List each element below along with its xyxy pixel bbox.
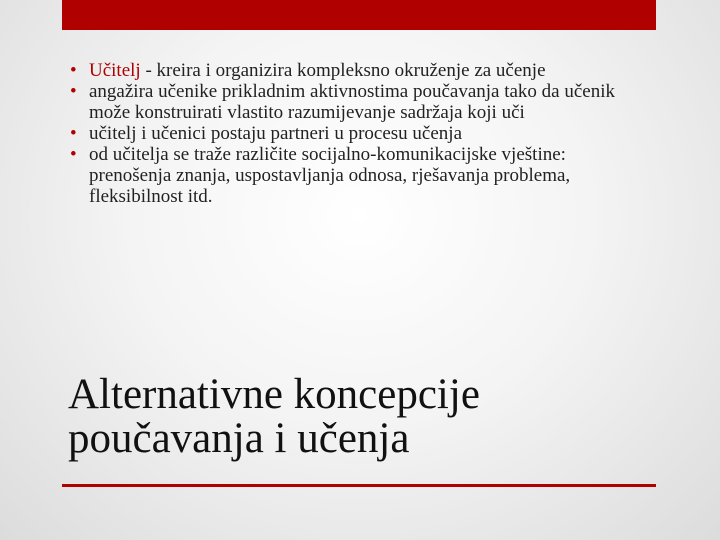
slide-title-line-2: poučavanja i učenja xyxy=(68,415,410,462)
bullet-item-1 xyxy=(70,60,650,81)
bullet-list xyxy=(70,60,650,207)
bullet-icon: • xyxy=(70,81,77,102)
top-accent-bar xyxy=(62,0,656,30)
bullet-icon: • xyxy=(70,123,77,144)
bullet-item-3 xyxy=(70,123,650,144)
bullet-text: - kreira i organizira kompleksno okruženje za učenje xyxy=(140,60,546,81)
bullet-item-2 xyxy=(70,81,650,123)
bullet-lead-term: Učitelj xyxy=(89,60,141,81)
bullet-text: učitelj i učenici postaju partneri u procesu učenja xyxy=(89,123,462,144)
bullet-icon: • xyxy=(70,144,77,165)
bullet-text: angažira učenike prikladnim aktivnostima poučavanja tako da učenik može konstruirati vlastito razumijevanje sadržaja koji uči xyxy=(89,81,615,123)
slide-title-line-1: Alternativne koncepcije xyxy=(68,371,480,418)
title-underline xyxy=(62,484,656,487)
slide-title xyxy=(68,373,668,461)
bullet-item-4 xyxy=(70,144,650,207)
bullet-icon: • xyxy=(70,60,77,81)
bullet-text: od učitelja se traže različite socijalno-komunikacijske vještine: prenošenja znanja, uspostavljanja odnosa, rješavanja problema, fleksibilnost itd. xyxy=(89,144,571,207)
